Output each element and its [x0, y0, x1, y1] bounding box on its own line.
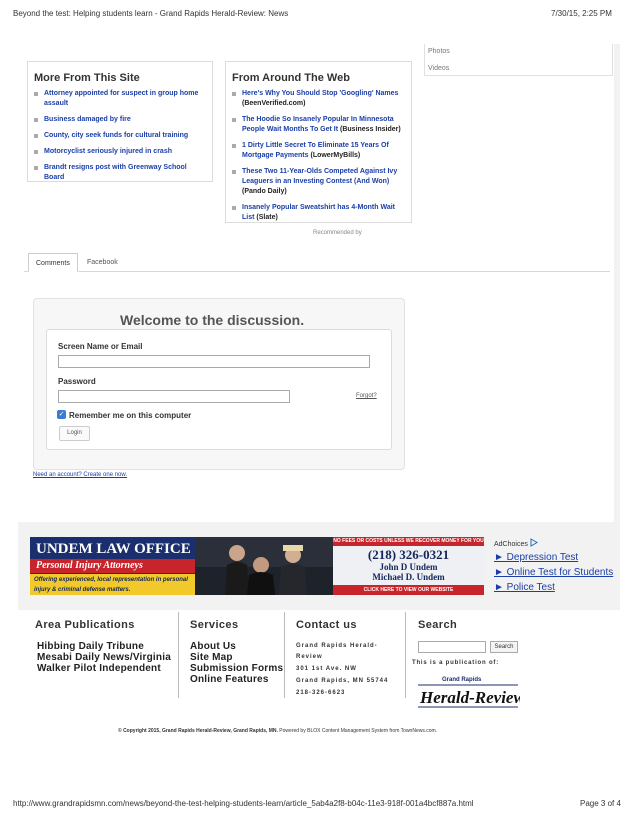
copyright: [118, 728, 437, 734]
publication-of-text: This is a publication of:: [412, 660, 500, 666]
contact-phone: 218-326-6623: [296, 690, 346, 696]
discussion-title: Welcome to the discussion.: [120, 312, 305, 328]
article-link[interactable]: County, city seek funds for cultural training: [44, 132, 189, 139]
create-account-link[interactable]: Need an account? Create one now.: [33, 472, 128, 478]
services-title: Services: [190, 619, 239, 631]
sponsored-source: (Pando Daily): [242, 188, 287, 195]
recommended-by[interactable]: Recommended by: [313, 230, 362, 236]
bullet-icon: [34, 118, 38, 122]
ad-link-depression-test[interactable]: ► Depression Test: [494, 552, 579, 563]
adchoices-icon: [530, 538, 539, 547]
ad-link-online-test[interactable]: ► Online Test for Students: [494, 567, 614, 578]
sponsored-source: (Business Insider): [340, 126, 401, 133]
law-office-banner[interactable]: [30, 537, 484, 595]
password-input[interactable]: [58, 390, 290, 403]
contact-title: Contact us: [296, 619, 357, 631]
list-item[interactable]: [34, 115, 204, 125]
herald-review-logo-mark: [416, 671, 520, 711]
login-button[interactable]: Login: [59, 426, 90, 441]
sidebar-box: [424, 44, 613, 76]
banner-title: UNDEM LAW OFFICE: [36, 541, 191, 557]
sponsored-source: (LowerMyBills): [310, 152, 361, 159]
article-link[interactable]: Brandt resigns post with Greenway School Board: [44, 164, 187, 181]
contact-line: Grand Rapids Herald-: [296, 643, 378, 649]
sponsored-link[interactable]: 1 Dirty Little Secret To Eliminate 15 Years Of Mortgage Payments: [242, 142, 389, 159]
around-web-list: [226, 89, 411, 223]
print-header-title: Beyond the test: Helping students learn - Grand Rapids Herald-Review: News: [13, 9, 289, 18]
bullet-icon: [34, 166, 38, 170]
screen-name-input[interactable]: [58, 355, 370, 368]
banner-left-panel: [30, 537, 195, 595]
list-item[interactable]: [34, 163, 204, 183]
article-link[interactable]: Business damaged by fire: [44, 116, 131, 123]
forgot-link[interactable]: Forgot?: [356, 393, 377, 399]
ad-link-police-test[interactable]: ► Police Test: [494, 582, 555, 593]
list-item[interactable]: [232, 89, 403, 109]
footer-link-mesabi[interactable]: Mesabi Daily News/Virginia: [37, 652, 171, 663]
bullet-icon: [34, 150, 38, 154]
bullet-icon: [232, 118, 236, 122]
remember-label: Remember me on this computer: [69, 411, 192, 420]
article-link[interactable]: Motorcyclist seriously injured in crash: [44, 148, 172, 155]
footer-search-input[interactable]: [418, 641, 486, 653]
banner-phone: (218) 326-0321: [367, 547, 450, 562]
banner-name-1: John D Undem: [379, 562, 438, 572]
search-title: Search: [418, 619, 458, 631]
banner-names: [333, 562, 484, 582]
footer-link-sitemap[interactable]: Site Map: [190, 652, 233, 663]
print-footer-url: http://www.grandrapidsmn.com/news/beyond-the-test-helping-students-learn/article_5ab4a2f8-b04c-11e3-918f-001a4bcf887a.html: [13, 799, 474, 808]
banner-name-2: Michael D. Undem: [372, 572, 445, 582]
footer-link-submission[interactable]: Submission Forms: [190, 663, 284, 674]
sponsored-source: (BeenVerified.com): [242, 100, 306, 107]
banner-cta[interactable]: CLICK HERE TO VIEW OUR WEBSITE: [333, 585, 484, 595]
contact-line: Grand Rapids, MN 55744: [296, 678, 389, 684]
more-from-site-box: [27, 61, 213, 182]
copyright-rest: Powered by BLOX Content Management System from TownNews.com.: [277, 728, 438, 734]
more-from-site-title: More From This Site: [34, 72, 140, 84]
footer-divider: [405, 612, 406, 698]
around-web-title: From Around The Web: [232, 72, 350, 84]
bullet-icon: [232, 206, 236, 210]
list-item[interactable]: [34, 131, 204, 141]
contact-line: 301 1st Ave. NW: [296, 666, 357, 672]
around-web-box: [225, 61, 412, 223]
screen-name-label: Screen Name or Email: [58, 342, 143, 351]
tab-facebook[interactable]: Facebook: [87, 259, 118, 266]
list-item[interactable]: [232, 141, 403, 161]
banner-top-text: NO FEES OR COSTS UNLESS WE RECOVER MONEY FOR YOU: [333, 538, 484, 544]
logo-main-text: Herald-Review: [420, 688, 520, 707]
footer-divider: [178, 612, 179, 698]
sidebar-link-videos[interactable]: Videos: [428, 65, 450, 72]
list-item[interactable]: [232, 115, 403, 135]
list-item[interactable]: [34, 147, 204, 157]
sponsored-link[interactable]: The Hoodie So Insanely Popular In Minnesota People Wait Months To Get It: [242, 116, 394, 133]
adchoices[interactable]: [494, 538, 539, 548]
banner-description: Offering experienced, local representation in personal injury & criminal defense matters.: [30, 574, 195, 595]
sponsored-link[interactable]: Here's Why You Should Stop 'Googling' Names: [242, 90, 399, 97]
sponsored-link[interactable]: Insanely Popular Sweatshirt has 4-Month Wait List: [242, 204, 395, 221]
contact-line: Review: [296, 654, 323, 660]
adchoices-label: AdChoices: [494, 541, 528, 548]
bullet-icon: [232, 92, 236, 96]
sponsored-source: (Slate): [256, 214, 278, 221]
bullet-icon: [232, 144, 236, 148]
footer-link-about[interactable]: About Us: [190, 641, 237, 652]
sidebar-link-photos[interactable]: Photos: [428, 48, 450, 55]
article-link[interactable]: Attorney appointed for suspect in group home assault: [44, 90, 199, 107]
copyright-bold: © Copyright 2015, Grand Rapids Herald-Review, Grand Rapids, MN.: [118, 728, 278, 734]
bullet-icon: [34, 92, 38, 96]
list-item[interactable]: [232, 167, 403, 197]
area-publications-title: Area Publications: [35, 619, 135, 631]
tab-comments[interactable]: Comments: [28, 253, 78, 272]
password-label: Password: [58, 377, 96, 386]
check-icon: ✓: [58, 411, 65, 418]
print-footer-page: Page 3 of 4: [580, 799, 621, 808]
footer-link-hibbing[interactable]: Hibbing Daily Tribune: [37, 641, 144, 652]
banner-subtitle: Personal Injury Attorneys: [30, 559, 195, 573]
attorneys-photo: [195, 537, 333, 595]
footer-divider: [284, 612, 285, 698]
more-from-site-list: [28, 89, 212, 183]
print-header-datetime: 7/30/15, 2:25 PM: [551, 9, 612, 18]
footer-link-online-features[interactable]: Online Features: [190, 674, 269, 685]
list-item[interactable]: [232, 203, 403, 223]
bullet-icon: [34, 134, 38, 138]
list-item[interactable]: [34, 89, 204, 109]
remember-checkbox[interactable]: [57, 410, 66, 419]
footer-link-walker[interactable]: Walker Pilot Independent: [37, 663, 161, 674]
herald-review-logo[interactable]: [416, 671, 520, 711]
footer-search-button[interactable]: Search: [490, 641, 518, 653]
banner-right-panel: [333, 537, 484, 595]
sponsored-link[interactable]: These Two 11-Year-Olds Competed Against Ivy Leaguers in an Investing Contest (And Won): [242, 168, 398, 185]
logo-small-text: Grand Rapids: [442, 677, 482, 683]
bullet-icon: [232, 170, 236, 174]
